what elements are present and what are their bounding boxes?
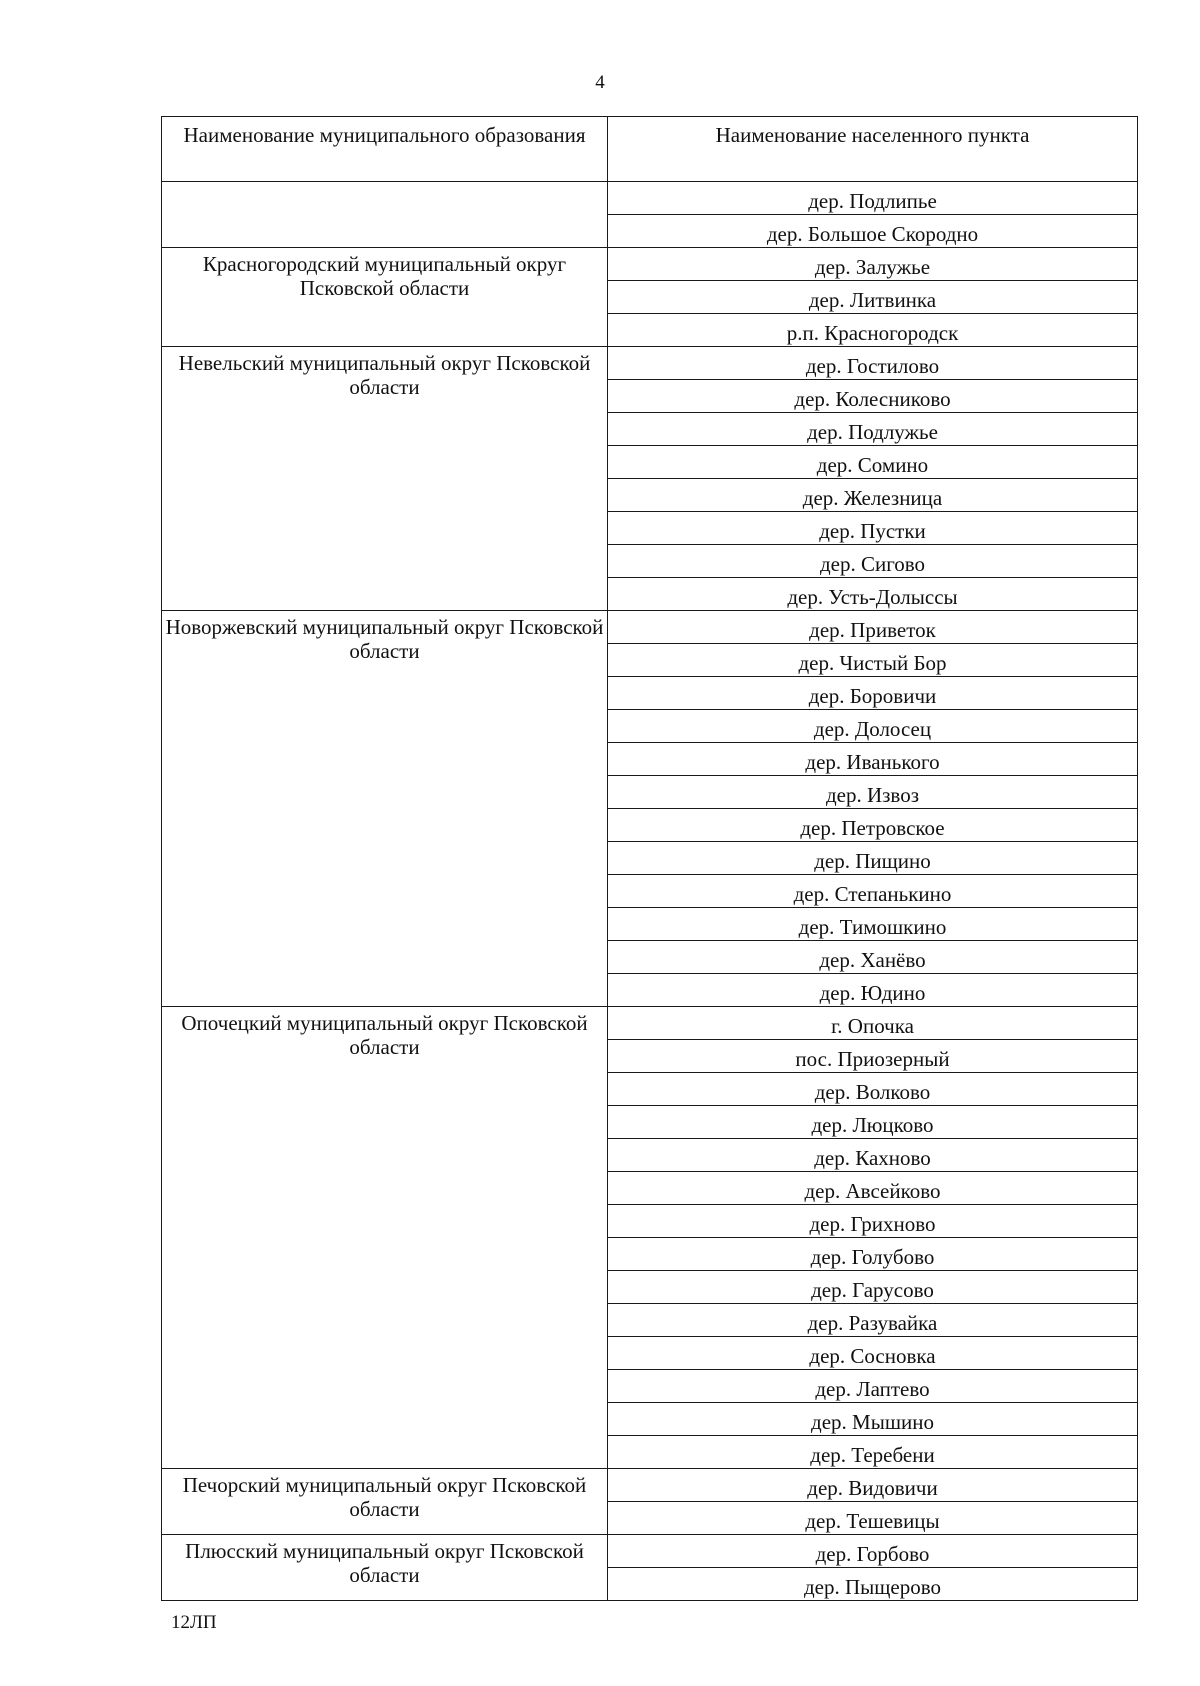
settlement-cell: дер. Приветок bbox=[608, 611, 1138, 644]
settlement-cell: дер. Видовичи bbox=[608, 1469, 1138, 1502]
settlement-cell: дер. Колесниково bbox=[608, 380, 1138, 413]
settlement-cell: дер. Лаптево bbox=[608, 1370, 1138, 1403]
settlement-cell: дер. Долосец bbox=[608, 710, 1138, 743]
settlement-cell: дер. Тешевицы bbox=[608, 1502, 1138, 1535]
settlement-cell: дер. Разувайка bbox=[608, 1304, 1138, 1337]
district-cell: Плюсский муниципальный округ Псковской области bbox=[162, 1535, 608, 1601]
settlement-cell: р.п. Красногородск bbox=[608, 314, 1138, 347]
settlement-cell: дер. Гарусово bbox=[608, 1271, 1138, 1304]
table-header-row bbox=[162, 117, 1138, 182]
settlement-cell: дер. Боровичи bbox=[608, 677, 1138, 710]
settlement-cell: дер. Петровское bbox=[608, 809, 1138, 842]
table-row bbox=[162, 1007, 1138, 1040]
table-body bbox=[162, 182, 1138, 1601]
settlement-cell: дер. Голубово bbox=[608, 1238, 1138, 1271]
settlement-cell: дер. Ханёво bbox=[608, 941, 1138, 974]
table-row bbox=[162, 182, 1138, 215]
settlement-cell: дер. Сомино bbox=[608, 446, 1138, 479]
district-cell: Опочецкий муниципальный округ Псковской области bbox=[162, 1007, 608, 1469]
district-cell: Новоржевский муниципальный округ Псковской области bbox=[162, 611, 608, 1007]
settlement-cell: дер. Сосновка bbox=[608, 1337, 1138, 1370]
settlement-cell: дер. Гостилово bbox=[608, 347, 1138, 380]
settlement-cell: дер. Волково bbox=[608, 1073, 1138, 1106]
page-number: 4 bbox=[595, 72, 605, 93]
document-code: 12ЛП bbox=[171, 1612, 217, 1633]
table-row bbox=[162, 248, 1138, 281]
district-cell: Печорский муниципальный округ Псковской области bbox=[162, 1469, 608, 1535]
settlement-cell: дер. Грихново bbox=[608, 1205, 1138, 1238]
settlement-cell: дер. Большое Скородно bbox=[608, 215, 1138, 248]
settlement-cell: дер. Мышино bbox=[608, 1403, 1138, 1436]
settlement-cell: дер. Люцково bbox=[608, 1106, 1138, 1139]
settlement-cell: дер. Авсейково bbox=[608, 1172, 1138, 1205]
settlement-cell: г. Опочка bbox=[608, 1007, 1138, 1040]
settlement-cell: дер. Пыщерово bbox=[608, 1568, 1138, 1601]
settlement-cell: дер. Юдино bbox=[608, 974, 1138, 1007]
settlement-cell: дер. Литвинка bbox=[608, 281, 1138, 314]
settlement-cell: дер. Железница bbox=[608, 479, 1138, 512]
table-row bbox=[162, 1535, 1138, 1568]
settlement-cell: дер. Горбово bbox=[608, 1535, 1138, 1568]
district-cell: Красногородский муниципальный округ Псковской области bbox=[162, 248, 608, 347]
settlement-cell: дер. Усть-Долыссы bbox=[608, 578, 1138, 611]
table-row bbox=[162, 347, 1138, 380]
settlements-table bbox=[161, 116, 1138, 1601]
settlement-cell: дер. Подлипье bbox=[608, 182, 1138, 215]
table-row bbox=[162, 1469, 1138, 1502]
settlement-cell: дер. Иванького bbox=[608, 743, 1138, 776]
settlement-cell: дер. Пищино bbox=[608, 842, 1138, 875]
header-settlement: Наименование населенного пункта bbox=[608, 117, 1138, 182]
settlement-cell: дер. Сигово bbox=[608, 545, 1138, 578]
settlement-cell: дер. Пустки bbox=[608, 512, 1138, 545]
settlement-cell: дер. Тимошкино bbox=[608, 908, 1138, 941]
settlement-cell: пос. Приозерный bbox=[608, 1040, 1138, 1073]
settlement-cell: дер. Теребени bbox=[608, 1436, 1138, 1469]
district-cell: Невельский муниципальный округ Псковской области bbox=[162, 347, 608, 611]
settlement-cell: дер. Подлужье bbox=[608, 413, 1138, 446]
district-cell bbox=[162, 182, 608, 248]
settlement-cell: дер. Залужье bbox=[608, 248, 1138, 281]
settlement-cell: дер. Кахново bbox=[608, 1139, 1138, 1172]
table-row bbox=[162, 611, 1138, 644]
settlement-cell: дер. Чистый Бор bbox=[608, 644, 1138, 677]
settlement-cell: дер. Степанькино bbox=[608, 875, 1138, 908]
header-municipality: Наименование муниципального образования bbox=[162, 117, 608, 182]
settlement-cell: дер. Извоз bbox=[608, 776, 1138, 809]
